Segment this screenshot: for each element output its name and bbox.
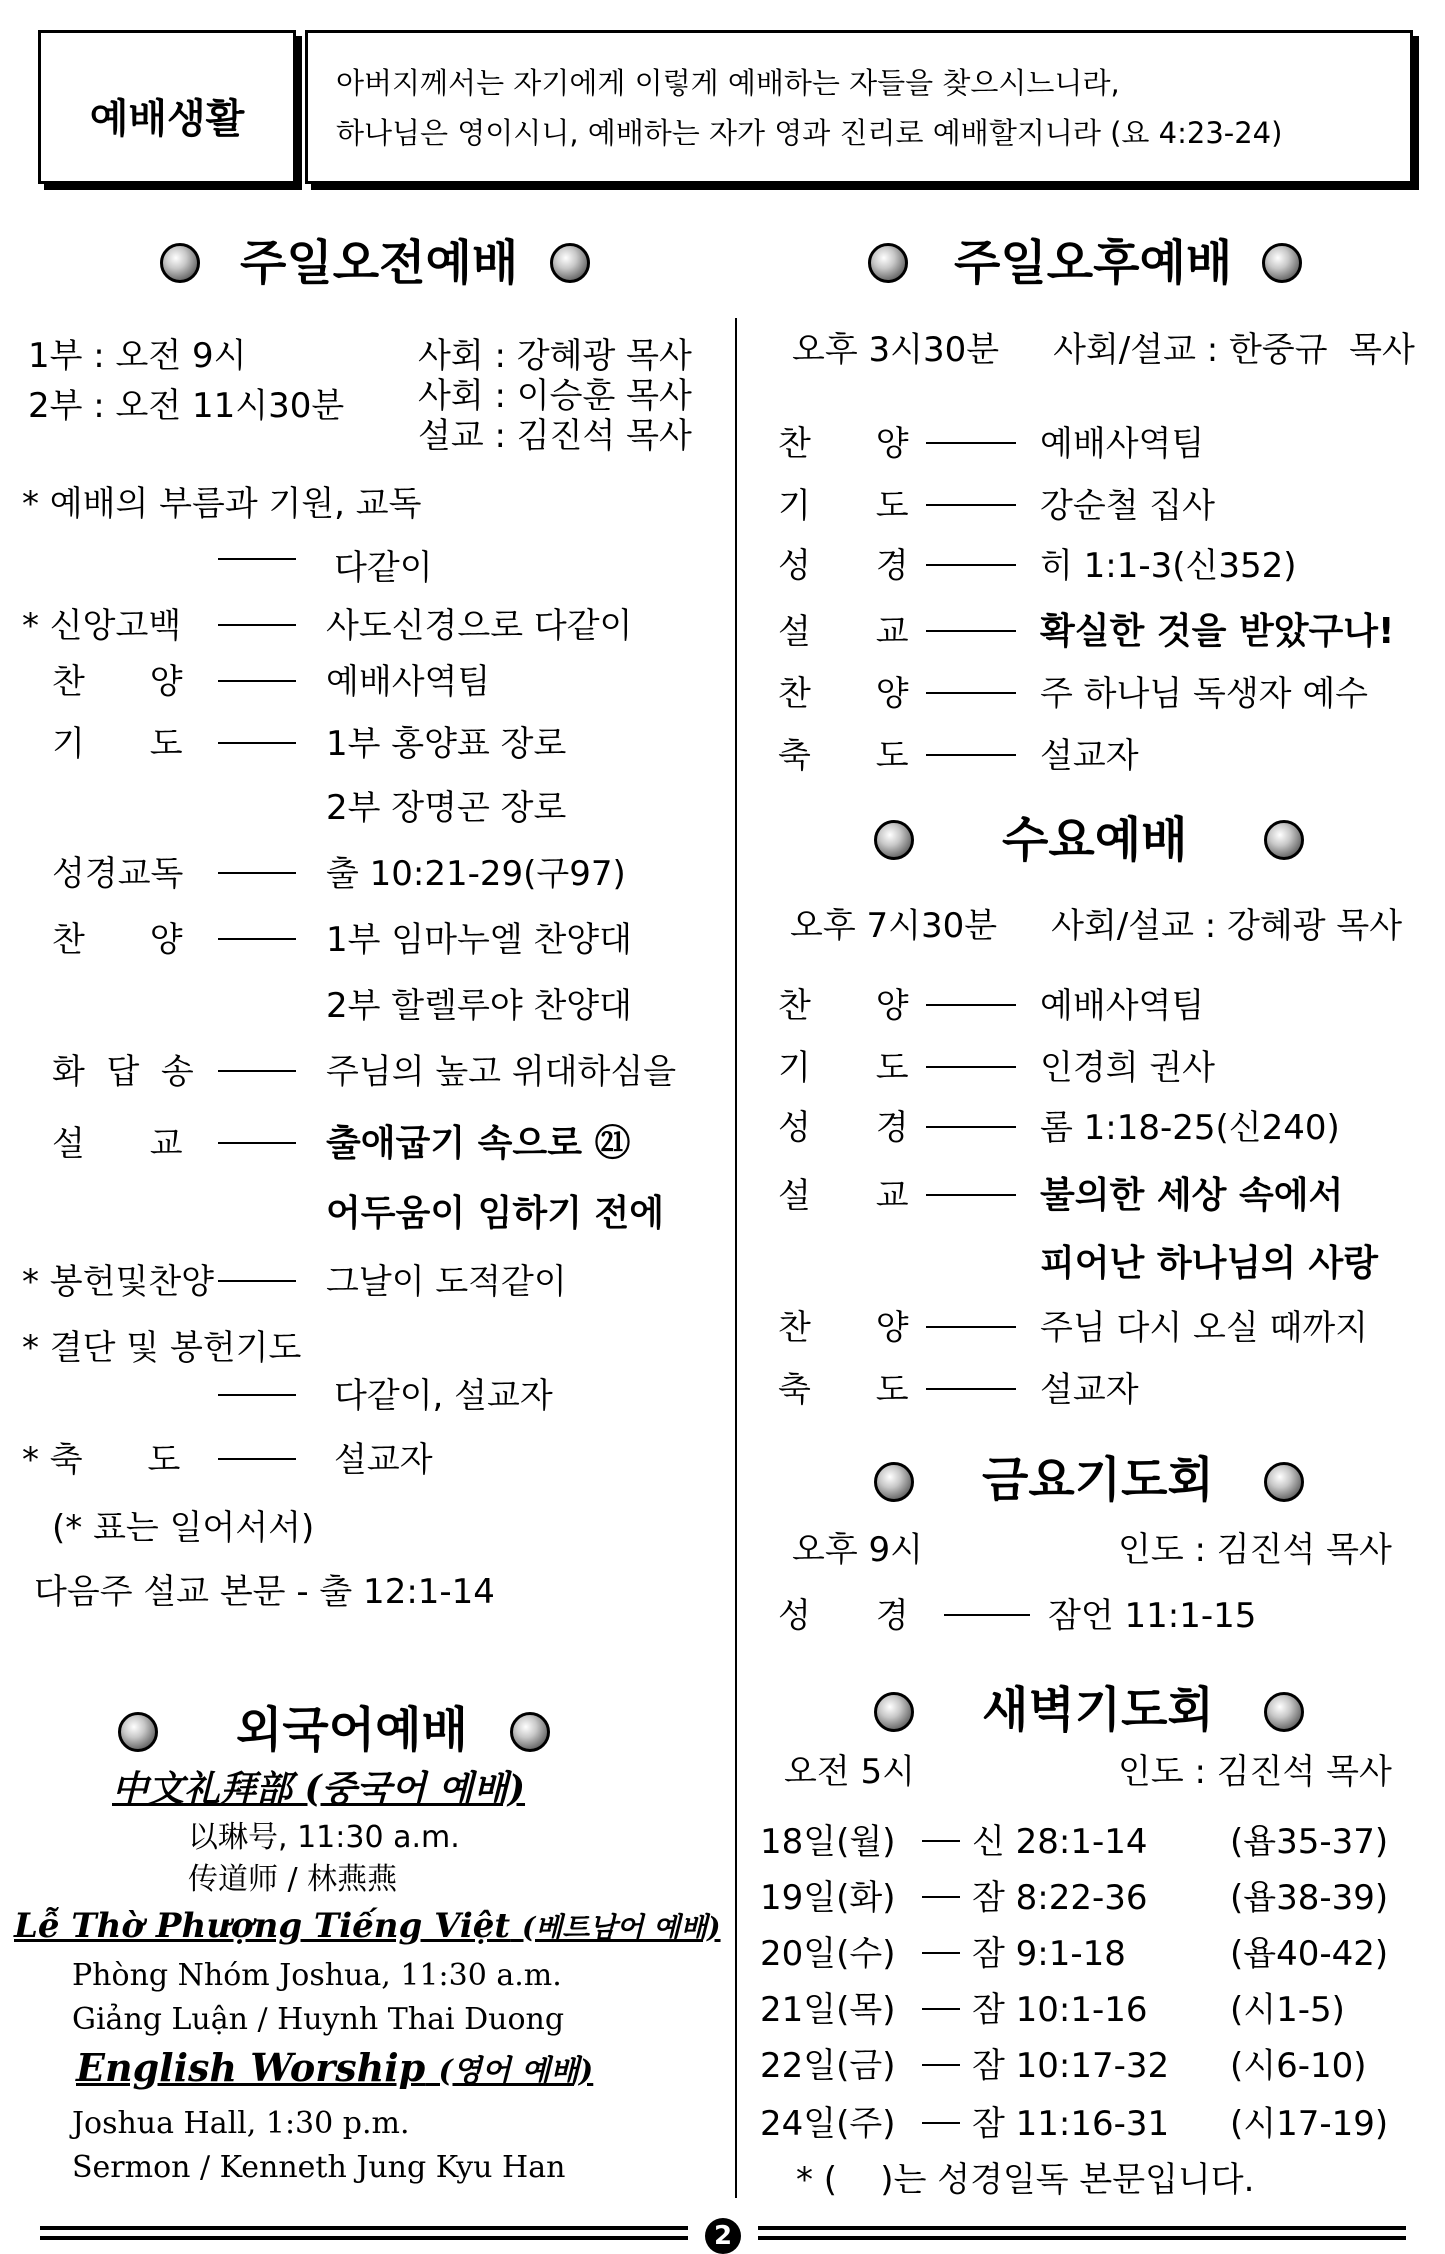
bullet-icon <box>1264 1462 1304 1502</box>
friday-time: 오후 9시 <box>792 1530 923 1570</box>
staff-3: 설교 : 김진석 목사 <box>418 416 692 456</box>
order-label: * 축 도 <box>22 1440 181 1480</box>
bullet-icon <box>1264 1692 1304 1732</box>
footer-rule-right <box>758 2226 1406 2230</box>
dawn-day: 21일(목) <box>760 1990 896 2030</box>
section-title-sunday-pm: 주일오후예배 <box>954 235 1233 291</box>
dash-line <box>218 624 296 626</box>
dawn-text: 잠 11:16-31 <box>972 2104 1170 2144</box>
bullet-icon <box>1264 820 1304 860</box>
staff-1: 사회 : 강혜광 목사 <box>418 336 692 376</box>
service-time-2: 2부 : 오전 11시30분 <box>28 386 345 426</box>
order-value: 설교자 <box>1040 1370 1139 1410</box>
bullet-icon <box>510 1712 550 1752</box>
order-label: * 결단 및 봉헌기도 <box>22 1328 302 1368</box>
footer-rule-right <box>758 2236 1406 2240</box>
order-label: * 신앙고백 <box>22 606 182 646</box>
order-value: 그날이 도적같이 <box>326 1262 567 1302</box>
order-label: 성 경 <box>778 1108 909 1148</box>
dash-line <box>218 1142 296 1144</box>
vietnamese-title-text: Lễ Thờ Phượng Tiếng Việt <box>14 1906 511 1946</box>
vietnamese-worship-line-2: Giảng Luận / Huynh Thai Duong <box>72 2002 565 2037</box>
bullet-icon <box>550 243 590 283</box>
dawn-text: 신 28:1-14 <box>972 1822 1148 1862</box>
order-label: 설 교 <box>52 1124 183 1164</box>
section-title-dawn: 새벽기도회 <box>982 1682 1214 1738</box>
dash-line <box>926 1326 1016 1328</box>
dash-line <box>922 1952 960 1954</box>
dawn-text: 잠 10:1-16 <box>972 1990 1148 2030</box>
order-label: 찬 양 <box>52 662 183 702</box>
dash-line <box>218 1394 296 1396</box>
order-value: 히 1:1-3(신352) <box>1040 546 1297 586</box>
order-label: 성경교독 <box>52 854 184 894</box>
order-label: 기 도 <box>778 486 909 526</box>
vietnamese-worship-line-1: Phòng Nhóm Joshua, 11:30 a.m. <box>72 1958 562 1993</box>
dash-line <box>922 2064 960 2066</box>
order-label: * 봉헌및찬양 <box>22 1262 215 1302</box>
order-value: 다같이 <box>334 548 433 588</box>
dash-line <box>218 1458 296 1460</box>
dawn-day: 22일(금) <box>760 2046 896 2086</box>
dawn-ref: (욥40-42) <box>1230 1934 1389 1974</box>
sermon-title: 어두움이 임하기 전에 <box>326 1193 665 1234</box>
column-divider <box>735 318 737 2198</box>
dash-line <box>926 692 1016 694</box>
dash-line <box>926 1194 1016 1196</box>
dash-line <box>922 1840 960 1842</box>
dash-line <box>922 1896 960 1898</box>
vietnamese-worship-title <box>14 1905 721 1949</box>
bullet-icon <box>874 1692 914 1732</box>
dash-line <box>218 872 296 874</box>
footer-rule-left <box>40 2236 688 2240</box>
dawn-text: 잠 8:22-36 <box>972 1878 1148 1918</box>
dawn-ref: (욥35-37) <box>1230 1822 1389 1862</box>
order-value: 예배사역팀 <box>326 662 491 702</box>
order-label: 찬 양 <box>52 920 183 960</box>
dash-line <box>218 1070 296 1072</box>
order-label: 성 경 <box>778 1596 909 1636</box>
sermon-title: 불의한 세상 속에서 <box>1040 1175 1344 1216</box>
order-label: * 예배의 부름과 기원, 교독 <box>22 484 422 524</box>
dawn-day: 18일(월) <box>760 1822 896 1862</box>
dash-line <box>218 742 296 744</box>
order-value: 인경희 권사 <box>1040 1048 1216 1088</box>
sermon-title: 확실한 것을 받았구나! <box>1040 611 1395 652</box>
order-label: 기 도 <box>778 1048 909 1088</box>
order-label: 축 도 <box>778 1370 909 1410</box>
section-title-friday: 금요기도회 <box>982 1452 1214 1508</box>
scripture-verse-box <box>305 30 1413 184</box>
dash-line <box>926 442 1016 444</box>
order-label: 찬 양 <box>778 1308 909 1348</box>
bullet-icon <box>160 243 200 283</box>
dawn-day: 19일(화) <box>760 1878 896 1918</box>
order-label: 찬 양 <box>778 674 909 714</box>
order-value: 다같이, 설교자 <box>334 1376 553 1416</box>
staff-2: 사회 : 이승훈 목사 <box>418 376 692 416</box>
dash-line <box>926 1066 1016 1068</box>
chinese-worship-line-1: 以琳号, 11:30 a.m. <box>188 1820 460 1855</box>
dawn-note: * ( )는 성경일독 본문입니다. <box>796 2160 1255 2200</box>
order-label: 축 도 <box>778 736 909 776</box>
dawn-text: 잠 9:1-18 <box>972 1934 1126 1974</box>
order-label: 화 답 송 <box>52 1052 194 1092</box>
english-worship-title <box>76 2046 593 2094</box>
order-value: 설교자 <box>334 1440 433 1480</box>
order-value: 2부 장명곤 장로 <box>326 788 567 828</box>
dash-line <box>218 680 296 682</box>
sunday-pm-header: 오후 3시30분 사회/설교 : 한중규 목사 <box>792 330 1415 370</box>
dawn-ref: (시6-10) <box>1230 2046 1367 2086</box>
dash-line <box>218 938 296 940</box>
order-value: 예배사역팀 <box>1040 424 1205 464</box>
dash-line <box>218 558 296 560</box>
dash-line <box>926 504 1016 506</box>
sermon-title: 피어난 하나님의 사랑 <box>1040 1243 1379 1284</box>
friday-leader: 인도 : 김진석 목사 <box>1118 1530 1392 1570</box>
english-worship-line-2: Sermon / Kenneth Jung Kyu Han <box>72 2150 566 2185</box>
dash-line <box>218 1280 296 1282</box>
service-time-1: 1부 : 오전 9시 <box>28 336 247 376</box>
dawn-day: 20일(수) <box>760 1934 896 1974</box>
section-label: 예배생활 <box>89 96 245 142</box>
wednesday-header: 오후 7시30분 사회/설교 : 강혜광 목사 <box>790 906 1403 946</box>
order-label: 찬 양 <box>778 986 909 1026</box>
order-label: 설 교 <box>778 612 909 652</box>
page-number: 2 <box>705 2218 741 2254</box>
order-label: 기 도 <box>52 724 183 764</box>
verse-line-2: 하나님은 영이시니, 예배하는 자가 영과 진리로 예배할지니라 (요 4:23-24) <box>336 116 1283 150</box>
dash-line <box>922 2122 960 2124</box>
order-value: 잠언 11:1-15 <box>1048 1596 1257 1636</box>
order-value: 롬 1:18-25(신240) <box>1040 1108 1340 1148</box>
dawn-ref: (시17-19) <box>1230 2104 1389 2144</box>
bullet-icon <box>868 243 908 283</box>
dash-line <box>926 1004 1016 1006</box>
dash-line <box>944 1614 1030 1616</box>
next-week-sermon: 다음주 설교 본문 - 출 12:1-14 <box>34 1572 495 1612</box>
section-title-sunday-am: 주일오전예배 <box>240 235 519 291</box>
order-value: 강순철 집사 <box>1040 486 1216 526</box>
order-value: 1부 홍양표 장로 <box>326 724 567 764</box>
dash-line <box>926 564 1016 566</box>
section-title-foreign: 외국어예배 <box>236 1702 468 1758</box>
chinese-worship-title: 中文礼拜部 (중국어 예배) <box>112 1768 526 1810</box>
bullet-icon <box>874 1462 914 1502</box>
order-value: 예배사역팀 <box>1040 986 1205 1026</box>
order-label: 설 교 <box>778 1176 909 1216</box>
bullet-icon <box>1262 243 1302 283</box>
dawn-ref: (시1-5) <box>1230 1990 1345 2030</box>
order-value: 사도신경으로 다같이 <box>326 606 633 646</box>
dawn-ref: (욥38-39) <box>1230 1878 1389 1918</box>
footer-rule-left <box>40 2226 688 2230</box>
order-value: 설교자 <box>1040 736 1139 776</box>
dash-line <box>926 1126 1016 1128</box>
order-value: 주님의 높고 위대하심을 <box>326 1052 677 1092</box>
dawn-day: 24일(주) <box>760 2104 896 2144</box>
bullet-icon <box>874 820 914 860</box>
chinese-worship-line-2: 传道师 / 林燕燕 <box>188 1862 398 1897</box>
section-title-wednesday: 수요예배 <box>1002 812 1188 868</box>
dawn-leader: 인도 : 김진석 목사 <box>1118 1752 1392 1792</box>
order-label: 성 경 <box>778 546 909 586</box>
verse-line-1: 아버지께서는 자기에게 이렇게 예배하는 자들을 찾으시느니라, <box>336 66 1120 100</box>
dash-line <box>926 630 1016 632</box>
vietnamese-title-suffix: (베트남어 예배) <box>521 1911 721 1944</box>
dash-line <box>922 2008 960 2010</box>
english-title-text: English Worship <box>76 2045 426 2090</box>
dash-line <box>926 754 1016 756</box>
standing-note: (* 표는 일어서서) <box>52 1508 315 1548</box>
english-worship-line-1: Joshua Hall, 1:30 p.m. <box>72 2106 410 2141</box>
order-label: 찬 양 <box>778 424 909 464</box>
dawn-time: 오전 5시 <box>784 1752 915 1792</box>
english-title-suffix: (영어 예배) <box>438 2054 594 2089</box>
order-value: 출 10:21-29(구97) <box>326 854 626 894</box>
order-value: 주님 다시 오실 때까지 <box>1040 1308 1369 1348</box>
dawn-text: 잠 10:17-32 <box>972 2046 1170 2086</box>
sermon-title: 출애굽기 속으로 ㉑ <box>326 1123 631 1164</box>
order-value: 2부 할렐루야 찬양대 <box>326 986 632 1026</box>
section-label-box <box>38 30 296 184</box>
dash-line <box>926 1388 1016 1390</box>
order-value: 주 하나님 독생자 예수 <box>1040 674 1369 714</box>
order-value: 1부 임마누엘 찬양대 <box>326 920 632 960</box>
bullet-icon <box>118 1712 158 1752</box>
